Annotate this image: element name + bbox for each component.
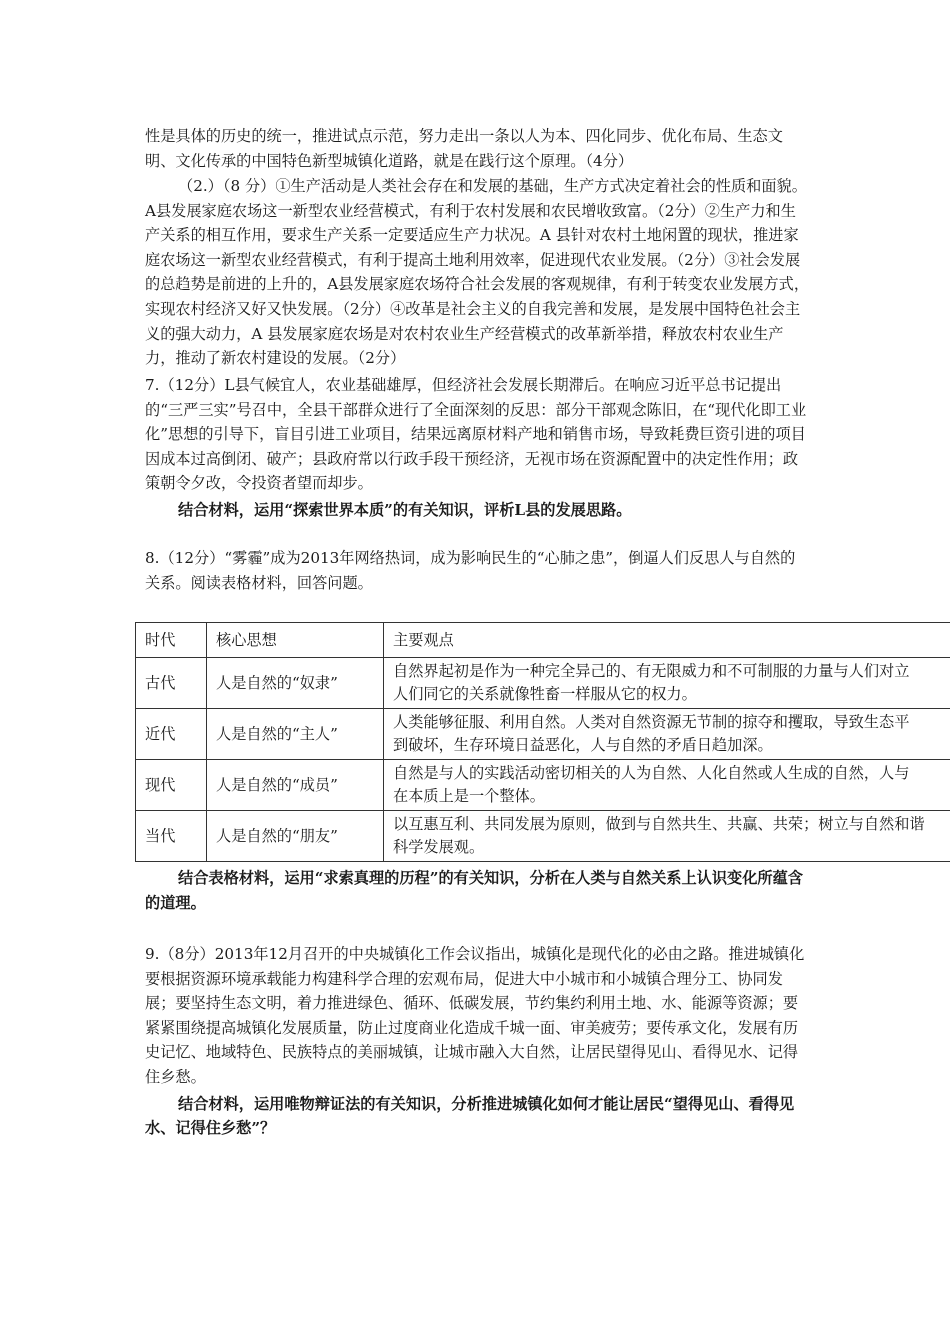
header-era: 时代 (136, 623, 207, 658)
table-row (136, 760, 950, 811)
eras-table (135, 622, 950, 862)
cell-view-line1: 人类能够征服、利用自然。人类对自然资源无节制的掠夺和攫取，导致生态平 (393, 713, 910, 731)
question-7 (145, 373, 810, 523)
cell-idea: 人是自然的“奴隶” (207, 658, 384, 709)
cell-era: 当代 (136, 811, 207, 862)
question-8 (145, 546, 810, 595)
cell-view (384, 811, 950, 862)
cell-view-line1: 自然是与人的实践活动密切相关的人为自然、人化自然或人生成的自然，人与 (393, 764, 910, 782)
table-row (136, 658, 950, 709)
question-9 (145, 942, 810, 1141)
cell-view-line1: 以互惠互利、共同发展为原则，做到与自然共生、共赢、共荣；树立与自然和谐 (393, 815, 925, 833)
cell-idea: 人是自然的“成员” (207, 760, 384, 811)
cell-era: 现代 (136, 760, 207, 811)
question-7-body: 7.（12分）L县气候宜人，农业基础雄厚，但经济社会发展长期滞后。在响应习近平总书记提出的“三严三实”号召中，全县干部群众进行了全面深刻的反思：部分干部观念陈旧，在“现代化即工业化”思想的引导下，盲目引进工业项目，结果远离原材料产地和销售市场，导致耗费巨资引进的项目因成本过高倒闭、破产；县政府常以行政手段干预经济，无视市场在资源配置中的决定性作用；政策朝令夕改，令投资者望而却步。 (145, 376, 807, 493)
question-9-body: 9.（8分）2013年12月召开的中央城镇化工作会议指出，城镇化是现代化的必由之路。推进城镇化要根据资源环境承载能力构建科学合理的宏观布局，促进大中小城市和小城镇合理分工、协同发展；要坚持生态文明，着力推进绿色、循环、低碳发展，节约集约利用土地、水、能源等资源；要紧紧围绕提高城镇化发展质量，防止过度商业化造成千城一面、审美疲劳；要传承文化，发展有历史记忆、地域特色、民族特点的美丽城镇，让城市融入大自然，让居民望得见山、看得见水、记得住乡愁。 (145, 945, 805, 1086)
answer-1-text: 性是具体的历史的统一，推进试点示范，努力走出一条以人为本、四化同步、优化布局、生态文明、文化传承的中国特色新型城镇化道路，就是在践行这个原理。（4分） (145, 127, 783, 170)
question-8-body: 8.（12分）“雾霾”成为2013年网络热词，成为影响民生的“心肺之患”，倒逼人们反思人与自然的关系。阅读表格材料，回答问题。 (145, 549, 796, 592)
answer-2-text: （2.）（8 分）①生产活动是人类社会存在和发展的基础，生产方式决定着社会的性质和面貌。A县发展家庭农场这一新型农业经营模式，有利于农村发展和农民增收致富。（2分）②生产力和生产关系的相互作用，要求生产关系一定要适应生产力状况。A 县针对农村土地闲置的现状，推进家庭农场这一新型农业经营模式，有利于提高土地利用效率，促进现代农业发展。（2分）③社会发展的总趋势是前进的上升的，A县发展家庭农场符合社会发展的客观规律，有利于转变农业发展方式，实现农村经济又好又快发展。（2分）④改革是社会主义的自我完善和发展，是发展中国特色社会主义的强大动力，A 县发展家庭农场是对农村农业生产经营模式的改革新举措，释放农村农业生产力，推动了新农村建设的发展。（2分） (145, 177, 810, 368)
cell-idea: 人是自然的“主人” (207, 709, 384, 760)
cell-view (384, 760, 950, 811)
cell-view (384, 709, 950, 760)
cell-view-line1: 自然界起初是作为一种完全异己的、有无限威力和不可制服的力量与人们对立 (393, 662, 910, 680)
cell-era: 近代 (136, 709, 207, 760)
header-idea: 核心思想 (207, 623, 384, 658)
table-row (136, 709, 950, 760)
cell-era: 古代 (136, 658, 207, 709)
cell-view-line2: 在本质上是一个整体。 (393, 787, 545, 805)
cell-view-line2: 科学发展观。 (393, 838, 485, 856)
question-8-ask-block (145, 866, 810, 915)
cell-view-line2: 人们同它的关系就像牲畜一样服从它的权力。 (393, 685, 697, 703)
answer-2 (145, 174, 810, 371)
cell-idea: 人是自然的“朋友” (207, 811, 384, 862)
header-view: 主要观点 (384, 623, 950, 658)
question-9-ask: 结合材料，运用唯物辩证法的有关知识，分析推进城镇化如何才能让居民“望得见山、看得见水、记得住乡愁”？ (145, 1094, 795, 1138)
table-header-row (136, 623, 950, 658)
question-7-ask: 结合材料，运用“探索世界本质”的有关知识，评析L县的发展思路。 (178, 500, 632, 519)
answer-1-tail (145, 124, 810, 173)
cell-view (384, 658, 950, 709)
table-row (136, 811, 950, 862)
question-8-ask: 结合表格材料，运用“求索真理的历程”的有关知识，分析在人类与自然关系上认识变化所蕴含的道理。 (145, 869, 803, 912)
cell-view-line2: 到破坏，生存环境日益恶化，人与自然的矛盾日趋加深。 (393, 736, 773, 754)
